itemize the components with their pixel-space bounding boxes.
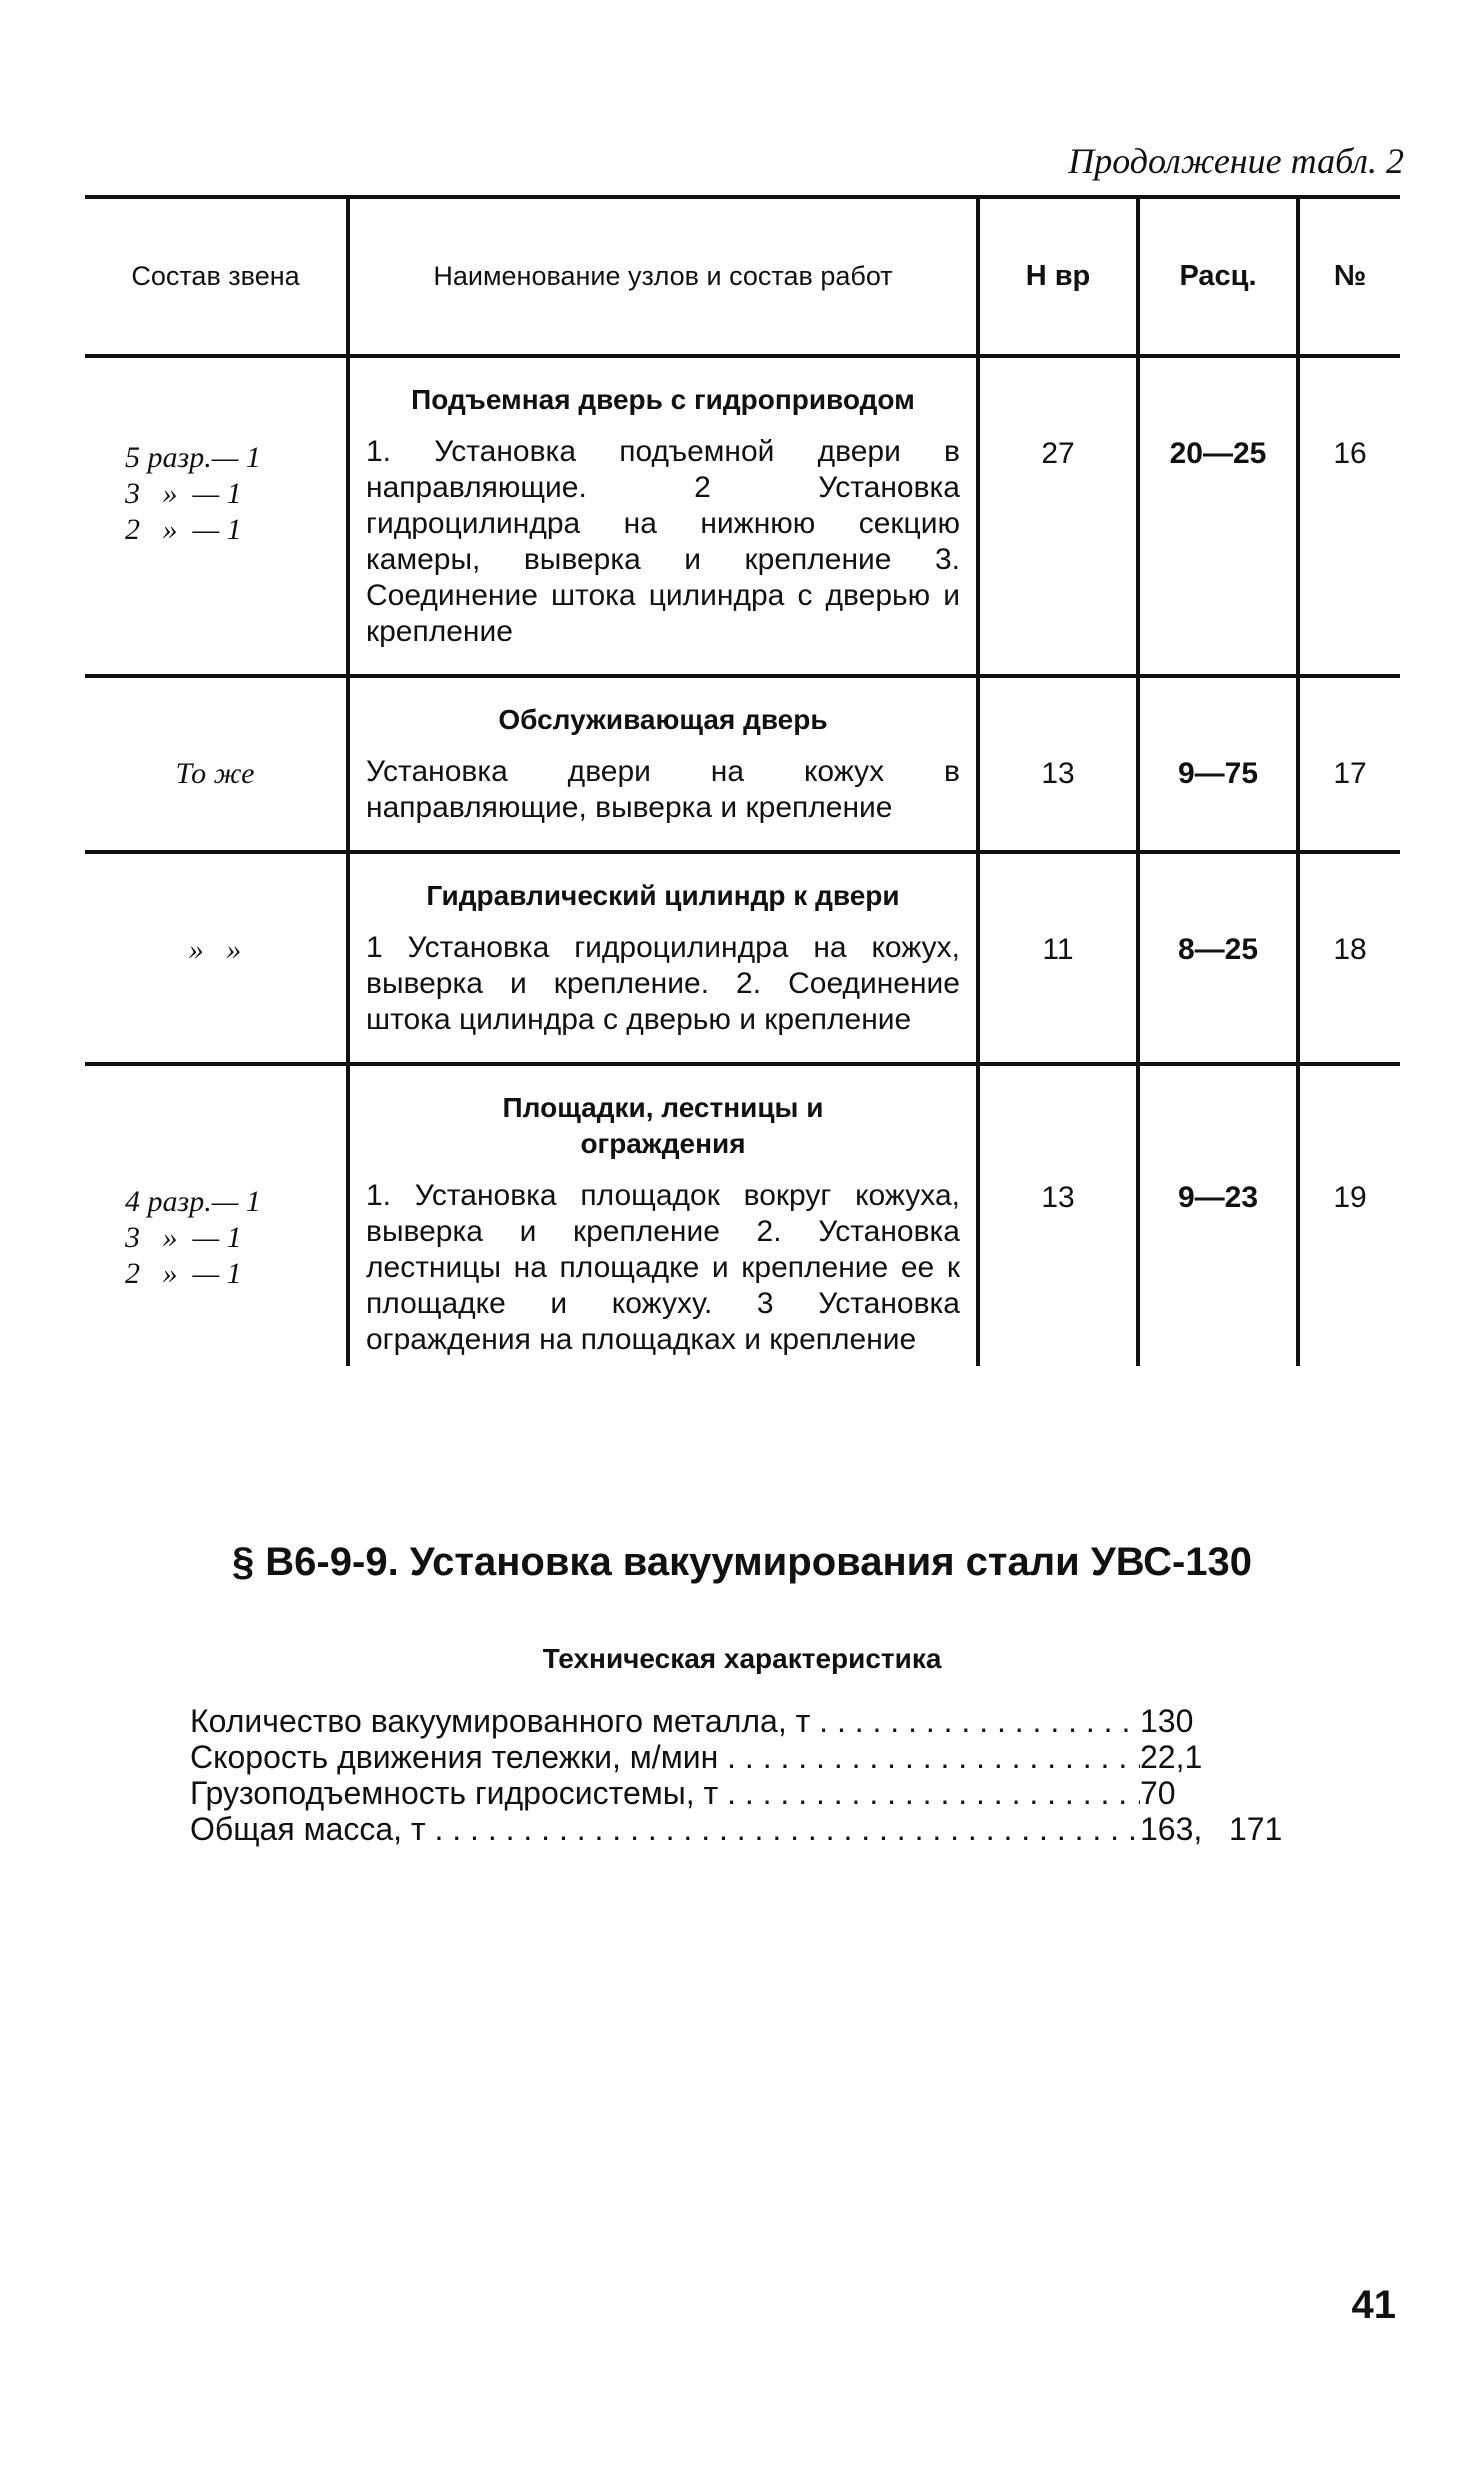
table-row bbox=[85, 1064, 1400, 1366]
crew-line: 2 » — 1 bbox=[125, 1257, 242, 1290]
spec-value: 163, 171 bbox=[1140, 1811, 1283, 1847]
spec-label: Общая масса, т . . . bbox=[190, 1811, 1140, 1847]
work-cell bbox=[348, 356, 978, 676]
work-description: Установка двери на кожух в направляющие, выверка и крепление bbox=[366, 755, 960, 824]
rate-cell: 8—25 bbox=[1138, 852, 1298, 1064]
number-cell: 19 bbox=[1298, 1064, 1400, 1366]
norm-cell: 27 bbox=[978, 356, 1138, 676]
header-work: Наименование узлов и состав работ bbox=[348, 197, 978, 356]
header-number: № bbox=[1298, 197, 1400, 356]
crew-line: 3 » — 1 bbox=[125, 477, 242, 510]
header-norm: Н вр bbox=[978, 197, 1138, 356]
number-cell: 16 bbox=[1298, 356, 1400, 676]
specs-list bbox=[190, 1703, 1282, 1847]
work-norms-table bbox=[85, 195, 1400, 1366]
rate-cell: 9—75 bbox=[1138, 676, 1298, 852]
work-description: 1. Установка подъемной двери в направляющие. 2 Установка гидроцилиндра на нижнюю секцию камеры, выверка и крепление 3. Соединение штока цилиндра с дверью и крепление bbox=[366, 435, 960, 648]
crew-line: 3 » — 1 bbox=[125, 1221, 242, 1254]
spec-label: Грузоподъемность гидросистемы, т . . . bbox=[190, 1775, 1140, 1811]
rate-cell: 9—23 bbox=[1138, 1064, 1298, 1366]
work-section-title: Гидравлический цилиндр к двери bbox=[426, 880, 900, 911]
crew-cell bbox=[85, 1064, 348, 1366]
table-row bbox=[85, 356, 1400, 676]
number-cell: 17 bbox=[1298, 676, 1400, 852]
spec-row bbox=[190, 1703, 1282, 1739]
header-crew: Состав звена bbox=[85, 197, 348, 356]
spec-label: Количество вакуумированного металла, т . . . bbox=[190, 1703, 1140, 1739]
work-cell bbox=[348, 852, 978, 1064]
number-cell: 18 bbox=[1298, 852, 1400, 1064]
table-row bbox=[85, 852, 1400, 1064]
section-heading: § В6-9-9. Установка вакуумирования стали УВС-130 bbox=[231, 1540, 1253, 1584]
work-section-title: Площадки, лестницы и ограждения bbox=[502, 1092, 824, 1159]
work-description: 1. Установка площадок вокруг кожуха, выверка и крепление 2. Установка лестницы на площадке и крепление ее к площадке и кожуху. 3 Установка ограждения на площадках и крепление bbox=[366, 1179, 960, 1356]
table-header-row bbox=[85, 197, 1400, 356]
work-cell bbox=[348, 1064, 978, 1366]
work-section-title: Подъемная дверь с гидроприводом bbox=[411, 384, 915, 415]
spec-row bbox=[190, 1811, 1282, 1847]
work-description: 1 Установка гидроцилиндра на кожух, выверка и крепление. 2. Соединение штока цилиндра с дверью и крепление bbox=[366, 931, 960, 1036]
work-section-title: Обслуживающая дверь bbox=[498, 704, 828, 735]
crew-line: 4 разр.— 1 bbox=[125, 1185, 261, 1218]
crew-cell bbox=[85, 852, 348, 1064]
table-row bbox=[85, 676, 1400, 852]
rate-cell: 20—25 bbox=[1138, 356, 1298, 676]
norm-cell: 13 bbox=[978, 676, 1138, 852]
spec-value: 22,1 bbox=[1140, 1739, 1203, 1775]
spec-value: 70 bbox=[1140, 1775, 1176, 1811]
crew-line: То же bbox=[175, 757, 255, 790]
crew-line: » » bbox=[188, 933, 242, 966]
norm-cell: 11 bbox=[978, 852, 1138, 1064]
header-rate: Расц. bbox=[1138, 197, 1298, 356]
crew-cell bbox=[85, 676, 348, 852]
spec-row bbox=[190, 1775, 1282, 1811]
crew-line: 2 » — 1 bbox=[125, 513, 242, 546]
norm-cell: 13 bbox=[978, 1064, 1138, 1366]
page-number: 41 bbox=[1351, 2283, 1396, 2327]
spec-value: 130 bbox=[1140, 1703, 1194, 1739]
crew-cell bbox=[85, 356, 348, 676]
spec-label: Скорость движения тележки, м/мин . . . bbox=[190, 1739, 1140, 1775]
specs-heading: Техническая характеристика bbox=[542, 1643, 942, 1674]
spec-row bbox=[190, 1739, 1282, 1775]
table-continuation-caption: Продолжение табл. 2 bbox=[1068, 141, 1404, 181]
work-cell bbox=[348, 676, 978, 852]
crew-line: 5 разр.— 1 bbox=[125, 441, 261, 474]
